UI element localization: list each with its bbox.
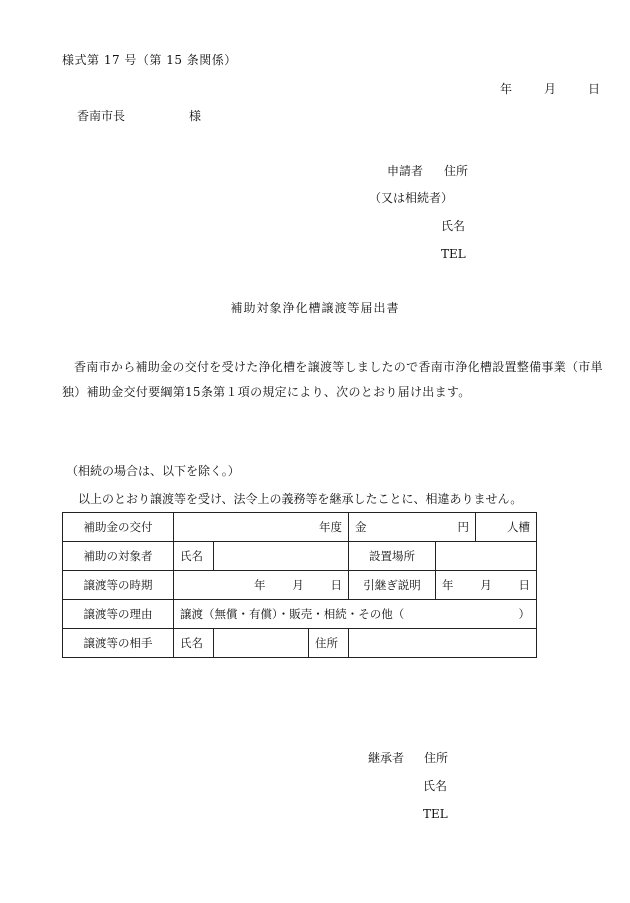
fiscal-year-field[interactable]	[174, 513, 349, 542]
recipient-name-field[interactable]	[214, 542, 349, 571]
transferee-address-label: 住所	[309, 629, 349, 658]
row-label-transferee: 譲渡等の相手	[63, 629, 174, 658]
transfer-year-label: 年	[254, 578, 266, 592]
transfer-day-label: 日	[330, 578, 342, 592]
transfer-reason-close: ）	[518, 607, 530, 621]
table-row	[63, 600, 537, 629]
applicant-heir-note: （又は相続者）	[369, 191, 454, 205]
applicant-label: 申請者	[387, 164, 424, 178]
inheritance-note: （相続の場合は、以下を除く。）	[66, 464, 240, 478]
yen-label: 円	[457, 520, 469, 534]
installation-location-label: 設置場所	[349, 542, 436, 571]
successor-name-label: 氏名	[423, 779, 448, 793]
table-row	[63, 513, 537, 542]
row-label-transfer-time: 譲渡等の時期	[63, 571, 174, 600]
transfer-reason-field[interactable]	[174, 600, 537, 629]
document-title: 補助対象浄化槽譲渡等届出書	[230, 301, 400, 315]
successor-label: 継承者	[368, 751, 405, 765]
transfer-reason-options: 譲渡（無償・有償）・販売・相続・その他（	[180, 607, 405, 621]
date-day-label: 日	[587, 82, 600, 96]
handover-day-label: 日	[518, 578, 530, 592]
applicant-address-label: 住所	[444, 164, 469, 178]
successor-tel-label: TEL	[423, 807, 448, 821]
applicant-name-label: 氏名	[441, 219, 466, 233]
addressee	[77, 109, 202, 123]
handover-month-label: 月	[480, 578, 492, 592]
transfer-date-field[interactable]	[174, 571, 349, 600]
row-label-transfer-reason: 譲渡等の理由	[63, 600, 174, 629]
addressee-honorific: 様	[189, 109, 202, 123]
amount-field[interactable]	[349, 513, 476, 542]
table-row	[63, 571, 537, 600]
handover-year-label: 年	[442, 578, 454, 592]
handover-explanation-label: 引継ぎ説明	[349, 571, 436, 600]
handover-date-field[interactable]	[436, 571, 537, 600]
transfer-month-label: 月	[292, 578, 304, 592]
table-row	[63, 629, 537, 658]
date-year-label: 年	[500, 82, 513, 96]
body-paragraph	[62, 355, 607, 405]
amount-prefix: 金	[355, 520, 367, 534]
tank-capacity-label: 人槽	[507, 520, 530, 534]
form-number: 様式第 17 号（第 15 条関係）	[62, 53, 237, 67]
fiscal-year-label: 年度	[319, 520, 342, 534]
transferee-address-field[interactable]	[349, 629, 537, 658]
recipient-name-label: 氏名	[174, 542, 214, 571]
installation-location-field[interactable]	[436, 542, 537, 571]
row-label-recipient: 補助の対象者	[63, 542, 174, 571]
applicant-tel-label: TEL	[441, 247, 466, 261]
tank-capacity-field[interactable]	[476, 513, 537, 542]
transferee-name-label: 氏名	[174, 629, 214, 658]
inheritance-statement: 以上のとおり譲渡等を受け、法令上の義務等を継承したことに、相違ありません。	[78, 492, 523, 506]
notification-table	[62, 512, 537, 658]
date-month-label: 月	[543, 82, 556, 96]
transferee-name-field[interactable]	[214, 629, 309, 658]
body-text: 香南市から補助金の交付を受けた浄化槽を譲渡等しましたので香南市浄化槽設置整備事業（市単独）補助金交付要綱第15条第１項の規定により、次のとおり届け出ます。	[62, 360, 603, 399]
date-line	[500, 83, 600, 95]
successor-address-label: 住所	[424, 751, 449, 765]
table-row	[63, 542, 537, 571]
row-label-subsidy: 補助金の交付	[63, 513, 174, 542]
addressee-name: 香南市長	[77, 109, 126, 123]
